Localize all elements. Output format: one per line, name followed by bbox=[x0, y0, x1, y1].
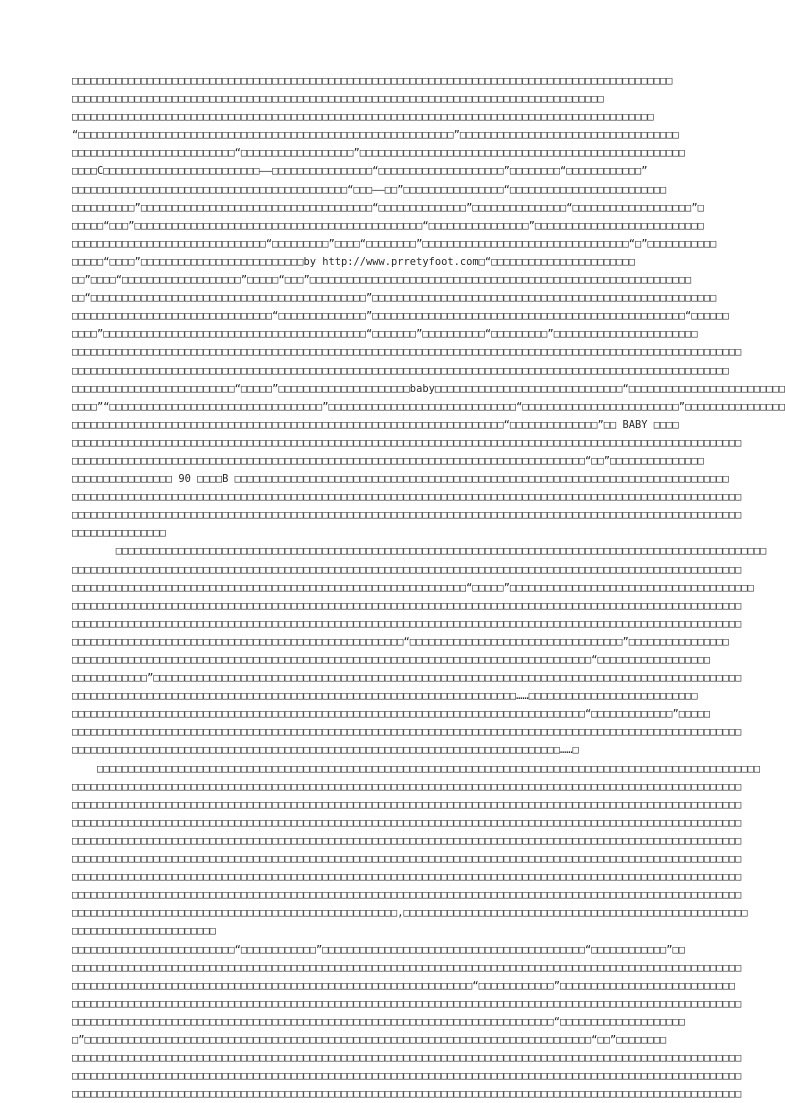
text-line: □□□□□□□□□□□□□□□□□□□□□□□□□□□□□□□□□□□□□□□□□□□□□□□□□□□□□□□□□□□□□□□□□□□□□□□□□□□□□□……□ bbox=[72, 744, 579, 757]
text-line: □□□□□□□□□□□□□□□ bbox=[72, 527, 166, 540]
text-line: □□□□□“□□□□”□□□□□□□□□□□□□□□□□□□□□□□□□□by http://www.prretyfoot.com□“□□□□□□□□□□□□□□□□□□□□□□□ bbox=[72, 255, 636, 268]
text-line: □□□□□□□□□□□□□□□□□□□□□□□□□□□□□□□□□□□□□□□□□□□□□□□□□□□□□□□□□□□□□□□□□□□□□□□□□□□□□□□□□□□□□□□□□□□□□□□□□□□□□□□□□□□ bbox=[72, 509, 742, 522]
text-line: □□□□□□□□□□□□□□□□□□□□□□□□□□□□□□□□□□□□□□□□□□□□□□□□□□□□□□□□□□□□□□□□□□□□□□□□□□□□□□□□□□□□□□□□□□□□□□□□□□□□□□□□□□□ bbox=[72, 816, 742, 829]
text-line: □□□□□□□□□□□□□□□□□□□□□□□□□□□□□□□□□□□□□□□□□□□□□□□□□□□□□□□□□□□□□□□□□□□□□□□□□□□□□□□□□□□□□□□□□□□□□□□□□□□□□□□□□□□ bbox=[72, 617, 742, 630]
text-line: □□□□□□□□□□□□□□□□□□□□□□□□□□□□□□□□□□□□□□□□□□□□□□□□□□□□□□□□□□□□□□□□□□□□□□□□□□□□□□□□□□□□□□□□□□□□□□□□□□□□□□□□□□□ bbox=[72, 871, 742, 884]
text-line: □□□□□□□□□□□□□□□□□□□□□□□□□□□□□□□□□□□□□□□□□□□□□□□□□□□□□□□□□□□□□□□□□□□□□□□□□□□□□□□□□□□□□□□□□□□□□□□□□□□□□□□□□□□ bbox=[72, 834, 742, 847]
text-line: □□□□□□□□□□□□□□□□□□□□□□□□□□□□□□□□□□□□□□□□□□□□□□□□□□□□□□□□□□□□□□□□□□□□□□□□□□□□□□□□□□□□□□□□□□□□□□□□□□□□□□□□□□□ bbox=[72, 726, 742, 739]
text-line: □□□□□□□□□□□□□□□□□□□□□□□□□□□□□□□□□□□□□□□□□□□□□□□□□□□□□□□□□□□□□□□□□□□□□□□□□□□□□□□□□□□□□□□□□□□□□□□□□□□□□□□□□□ bbox=[72, 762, 761, 775]
text-line: □□□□□□□□□□□□□□□□□□□□□□□□□□□□□□□□□□□□□□□□□□□□□□□□□□□□□□□□□□□□□□□□□□□□□□□□□□□□□□□□□□□□□□□□□□□□□□□□□□□□□□□□□□□ bbox=[72, 346, 742, 359]
text-line: □□□□□□□□□□□□□□□□□□□□□□□□□□□□□□□□□□□□□□□□□□□□□□□□□□□□□□□□□□□□□□□□□□□□□□□□□□□□□“□□□□□□□□□□□□□□□□□□□□ bbox=[72, 1015, 686, 1028]
text-line: □□□□□□□□□□□□□□□□□□□□□□□□□□“□□□□□□□□□□□□□□□□□□”□□□□□□□□□□□□□□□□□□□□□□□□□□□□□□□□□□□□□□□□□□□□□□□□□□□□ bbox=[72, 147, 686, 160]
text-line: □□□□□□□□□□□□□□□□□□□□□□□□□□□□□□□□□□□□□□□□□□□□□□□□□□□□□□□□□□□□□□□□□□□□□□□□□□□□□□□□□□□□□□□□□□□□□ bbox=[72, 111, 654, 124]
text-line: □□□□□□□□□□□□□□□□□□□□□□□□□□□□□□□□□□□□□□□□□□□□□□□□□□□□□□□□□□□□□□□□□□□□□□□□□□□□□□□□□□□□□ bbox=[72, 93, 604, 106]
text-line: □□□□”“□□□□□□□□□□□□□□□□□□□□□□□□□□□□□□□□□□”□□□□□□□□□□□□□□□□□□□□□□□□□□□□□□“□□□□□□□□□□□□□□□□□□□□□□□□□”□□□□□□□□□□□□□□□□ bbox=[72, 400, 785, 413]
text-line: □□□□□□□□□□”□□□□□□□□□□□□□□□□□□□□□□□□□□□□□□□□□□□□□“□□□□□□□□□□□□□□”□□□□□□□□□□□□□□□“□□□□□□□□□□□□□□□□□□□”□ bbox=[72, 201, 704, 214]
text-line: □□□□□□□□□□□□□□□□□□□□□□□□□□□□□□□□□□□□□□□□□□□□□□□□□□□□□□□□□□□□□□□□□□□□□□□□□□□□□□□□□□□□□□□□□□□□□□□□□□□□□□□□□□□ bbox=[72, 889, 742, 902]
text-line: □□□□□□□□□□□□□□□□□□□□□□□ bbox=[72, 925, 216, 938]
text-line: □□□□□□□□□□□□□□□□□□□□□□□□□□□□□□□□□□□□□□□□□□□□□□□□□□□□□□□□□□□□□□□□□□□□□□□□□□□□□□□□□□□□□□□□□□□□□□□□□□□□□□□□□ bbox=[72, 364, 729, 377]
text-line: □□□□□□□□□□□□□□□□□□□□□□□□□□□□□□□□□□□□□□□□□□□□□□□□□□□□□□□□□□□□□□□□□□□□□□□□□□□□□□□□□□□□□□□□□□□□□□□□□□□□□□□□□□□ bbox=[72, 1070, 742, 1083]
text-line: □□□□□□□□□□□□□□□□□□□□□□□□□□□□□□□□□□□□□□□□□□□□□□□□□□□□□□□□□□□□□□□□□□□□□□□□□□□□□□□□□□□□□□□□□□□□□□□□□□□□□□□□□□□ bbox=[72, 1052, 742, 1065]
text-line: □□□□□□□□□□□□□□□□□□□□□□□□□□□□□□□□□□□□□□□□□□□□□□□□□□□□□□□□□□□□□□□“□□□□□”□□□□□□□□□□□□□□□□□□□□□□□□□□□□□□□□□□□□□□□ bbox=[72, 581, 754, 594]
text-line: □□□□□“□□□”□□□□□□□□□□□□□□□□□□□□□□□□□□□□□□□□□□□□□□□□□□□□□□“□□□□□□□□□□□□□□□□”□□□□□□□□□□□□□□□□□□□□□□□□□□□ bbox=[72, 219, 704, 232]
text-line: □□□□□□□□□□□□□□□□□□□□□□□□□□□□□□□□“□□□□□□□□□□□□□□”□□□□□□□□□□□□□□□□□□□□□□□□□□□□□□□□□□□□□□□□□□□□□□□□□□“□□□□□□ bbox=[72, 310, 729, 323]
text-line: □□□□□□□□□□□□□□□□□□□□□□□□□□□□□□□□□□□□□□□□□□□□□□□□□□□□□□□□□□□□□□□□□□□□□□□□□□□□□□□□□□“□□□□□□□□□□□□□”□□□□□ bbox=[72, 708, 711, 721]
text-line: □□□□□□□□□□□□□□□□□□□□□□□□□□□□□□□□□□□□□□□□□□□□□□□□□□□□□□□□□□□□□□□□“□□□□□□□□□□□□”□□□□□□□□□□□□□□□□□□□□□□□□□□□□ bbox=[72, 979, 736, 992]
text-line: □□□□□□□□□□□□□□□□□□□□□□□□□□□□□□□□□□□□□□□□□□□□□□□□□□□□□□□□□□□□□□□□□□□□□“□□□□□□□□□□□□□□”□□ BABY □□□□ bbox=[72, 418, 679, 431]
document-body bbox=[72, 72, 785, 1103]
text-line: □□□□□□□□□□□□□□□□□□□□□□□□□□□□□□□□□□□□□□□□□□□□□□□□□□□□□□□□□□□□□□□□□□□□□□□□□□□□□□□□□□□□□□□□□□□□□□□□□□□□□□□□□□□ bbox=[72, 436, 742, 449]
text-lines bbox=[72, 72, 785, 1103]
text-line: □□□□□□□□□□□□□□□□□□□□□□□□□□□□□□□□□□□□□□□□□□□□□□□□□□□□□□□□□□□□□□□□□□□□□□□□□□□□□□□□□□□□□□□□□□□□□□□□□□□□□□□□□□□ bbox=[72, 997, 742, 1010]
text-line: □□□□□□□□□□□□□□□□□□□□□□□□□□□□□□□□□□□□□□□□□□□□□□□□□□□□□□□□□□□□□□□□□□□□□□□……□□□□□□□□□□□□□□□□□□□□□□□□□□□ bbox=[72, 690, 698, 703]
text-line: □□□□□□□□□□□□□□□□□□□□□□□□□□□□□□□□□□□□□□□□□□□□□□□□□□□□□□□□□□□□□□□□□□□□□□□□□□□□□□□□□□□□□□□□□□□□□□□□□□□□□□□□□□□ bbox=[72, 780, 742, 793]
text-line: □□□□□□□□□□□□□□□□□□□□□□□□□□□□□□□□□□□□□□□□□□□□□□□□□□□□□□□□□□□□□□□□□□□□□□□□□□□□□□□□□□“□□”□□□□□□□□□□□□□□□ bbox=[72, 454, 704, 467]
text-line: □□□□□□□□□□□□□□□□□□□□□□□□□□□□□□□“□□□□□□□□□”□□□□“□□□□□□□□”□□□□□□□□□□□□□□□□□□□□□□□□□□□□□□□□□“□”□□□□□□□□□□□ bbox=[72, 237, 717, 250]
text-line: □□□□□□□□□□□□□□□□□□□□□□□□□□□□□□□□□□□□□□□□□□□□“□□□——□□”□□□□□□□□□□□□□□□□“□□□□□□□□□□□□□□□□□□□□□□□□□ bbox=[72, 183, 667, 196]
text-line: □□□□□□□□□□□□□□□□□□□□□□□□□□□□□□□□□□□□□□□□□□□□□□□□□□□□□□□□□□□□□□□□□□□□□□□□□□□□□□□□□□□□□□□□□□□□□□□□□□□□□□□□□□□ bbox=[72, 491, 742, 504]
text-line: □□□□□□□□□□□□□□□□□□□□□□□□□□□□□□□□□□□□□□□□□□□□□□□□□□□□□□□□□□□□□□□□□□□□□□□□□□□□□□□□□□□□□□□□□□□□□□□□□□□□□□□□□□□ bbox=[72, 1088, 742, 1101]
text-line: □□“□□□□□□□□□□□□□□□□□□□□□□□□□□□□□□□□□□□□□□□□□□□□”□□□□□□□□□□□□□□□□□□□□□□□□□□□□□□□□□□□□□□□□□□□□□□□□□□□□□□□ bbox=[72, 292, 717, 305]
text-line: □□□□C□□□□□□□□□□□□□□□□□□□□□□□□□——□□□□□□□□□□□□□□□□“□□□□□□□□□□□□□□□□□□□□”□□□□□□□□“□□□□□□□□□□□□” bbox=[72, 165, 648, 178]
text-line: □□□□□□□□□□□□□□□□□□□□□□□□□□“□□□□□”□□□□□□□□□□□□□□□□□□□□□baby□□□□□□□□□□□□□□□□□□□□□□□□□□□□□□“□□□□□□□□□□□□□□□□□□□□□□□□□ bbox=[72, 382, 785, 395]
text-line: “□□□□□□□□□□□□□□□□□□□□□□□□□□□□□□□□□□□□□□□□□□□□□□□□□□□□□□□□□□□□”□□□□□□□□□□□□□□□□□□□□□□□□□□□□□□□□□□□ bbox=[72, 129, 679, 142]
text-line: □□□□□□□□□□□□□□□□□□□□□□□□□□□□□□□□□□□□□□□□□□□□□□□□□□□□□□□□□□□□□□□□□□□□□□□□□□□□□□□□□□□□□□□□□□□□□□□□□□□□□□□□ bbox=[72, 545, 767, 558]
text-line: □□□□□□□□□□□□□□□□□□□□□□□□□□□□□□□□□□□□□□□□□□□□□□□□□□□□□□□□□□□□□□□□□□□□□□□□□□□□□□□□□□□□□□□□□□□□□□□□ bbox=[72, 75, 673, 87]
text-line: □□□□”□□□□□□□□□□□□□□□□□□□□□□□□□□□□□□□□□□□□□□□□□□“□□□□□□□”□□□□□□□□□□“□□□□□□□□□”□□□□□□□□□□□□□□□□□□□□□□□ bbox=[72, 328, 698, 341]
text-line: □□□□□□□□□□□□□□□□□□□□□□□□□□□□□□□□□□□□□□□□□□□□□□□□□□□□,□□□□□□□□□□□□□□□□□□□□□□□□□□□□□□□□□□□□□□□□□□□□□□□□□□□□□□□ bbox=[72, 907, 748, 920]
text-line: □□□□□□□□□□□□□□□□□□□□□□□□□□□□□□□□□□□□□□□□□□□□□□□□□□□□□□□□□□□□□□□□□□□□□□□□□□□□□□□□□□□□□□□□□□□□□□□□□□□□□□□□□□□ bbox=[72, 599, 742, 612]
text-line: □□□□□□□□□□□□□□□□□□□□□□□□□□□□□□□□□□□□□□□□□□□□□□□□□□□□□□□□□□□□□□□□□□□□□□□□□□□□□□□□□□□□□□□□□□□□□□□□□□□□□□□□□□□ bbox=[72, 961, 742, 974]
text-line: □□□□□□□□□□□□□□□□□□□□□□□□□□□□□□□□□□□□□□□□□□□□□□□□□□□□□□□□□□□□□□□□□□□□□□□□□□□□□□□□□□□□□□□□□□□□□□□□□□□□□□□□□□□ bbox=[72, 853, 742, 866]
text-line: □□□□□□□□□□□□”□□□□□□□□□□□□□□□□□□□□□□□□□□□□□□□□□□□□□□□□□□□□□□□□□□□□□□□□□□□□□□□□□□□□□□□□□□□□□□□□□□□□□□□□□□□□□□ bbox=[72, 672, 742, 685]
text-line: □□□□□□□□□□□□□□□□□□□□□□□□□□“□□□□□□□□□□□□”□□□□□□□□□□□□□□□□□□□□□□□□□□□□□□□□□□□□□□□□□□“□□□□□□□□□□□□”□□ bbox=[72, 943, 686, 956]
text-line: □□□□□□□□□□□□□□□□□□□□□□□□□□□□□□□□□□□□□□□□□□□□□□□□□□□□□□□□□□□□□□□□□□□□□□□□□□□□□□□□□□□□□□□□□□□□□□□□□□□□□□□□□□□ bbox=[72, 798, 742, 811]
text-line: □□□□□□□□□□□□□□□□□□□□□□□□□□□□□□□□□□□□□□□□□□□□□□□□□□□□□“□□□□□□□□□□□□□□□□□□□□□□□□□□□□□□□□□□”□□□□□□□□□□□□□□□□ bbox=[72, 635, 729, 648]
text-line: □□”□□□□“□□□□□□□□□□□□□□□□□□□”□□□□□“□□□”□□□□□□□□□□□□□□□□□□□□□□□□□□□□□□□□□□□□□□□□□□□□□□□□□□□□□□□□□□□□□ bbox=[72, 274, 692, 287]
text-line: □□□□□□□□□□□□□□□□□□□□□□□□□□□□□□□□□□□□□□□□□□□□□□□□□□□□□□□□□□□□□□□□□□□□□□□□□□□□□□□□□□□□□□□□□□□□□□□□□□□□□□□□□□□ bbox=[72, 563, 742, 576]
text-line: □□□□□□□□□□□□□□□□□□□□□□□□□□□□□□□□□□□□□□□□□□□□□□□□□□□□□□□□□□□□□□□□□□□□□□□□□□□□□□□□□□□“□□□□□□□□□□□□□□□□□□ bbox=[72, 654, 711, 666]
text-line: □”□□□□□□□□□□□□□□□□□□□□□□□□□□□□□□□□□□□□□□□□□□□□□□□□□□□□□□□□□□□□□□□□□□□□□□□□□□□□□□□□□“□□”□□□□□□□□ bbox=[72, 1033, 667, 1046]
text-line: □□□□□□□□□□□□□□□□ 90 □□□□B □□□□□□□□□□□□□□□□□□□□□□□□□□□□□□□□□□□□□□□□□□□□□□□□□□□□□□□□□□□□□□□□□□□□□□□□□□□□□□□ bbox=[72, 473, 729, 486]
